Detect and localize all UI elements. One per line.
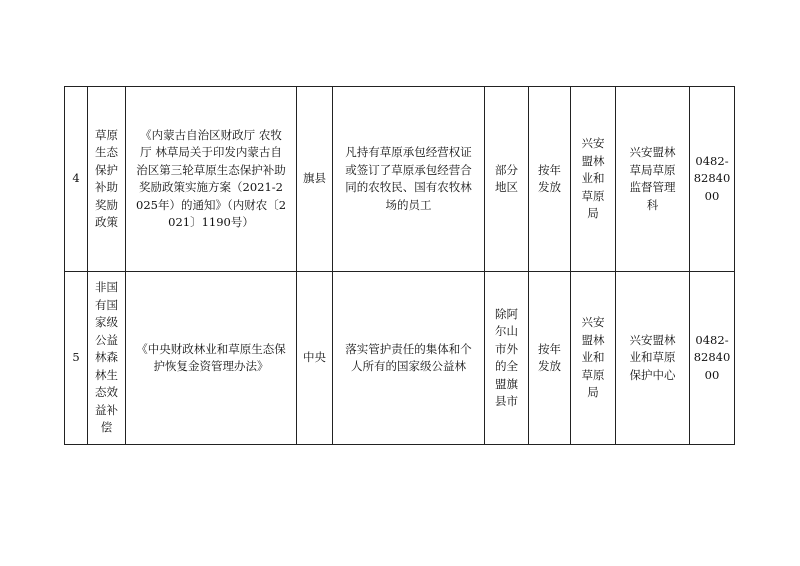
policy-name-cell: 草原生态保护补助奖励政策 <box>88 87 126 272</box>
department-cell: 兴安盟林业和草原局 <box>571 87 616 272</box>
row-number: 5 <box>65 272 88 445</box>
policy-table <box>64 86 735 445</box>
coverage-area-cell: 部分地区 <box>485 87 529 272</box>
target-group-cell: 凡持有草原承包经营权证或签订了草原承包经营合同的农牧民、国有农牧林场的员工 <box>333 87 485 272</box>
table-row <box>65 87 735 272</box>
coverage-area-cell: 除阿尔山市外的全盟旗县市 <box>485 272 529 445</box>
policy-basis-cell: 《中央财政林业和草原生态保护恢复金资管理办法》 <box>126 272 297 445</box>
contact-office-cell: 兴安盟林草局草原监督管理科 <box>616 87 690 272</box>
department-cell: 兴安盟林业和草原局 <box>571 272 616 445</box>
target-group-cell: 落实管护责任的集体和个人所有的国家级公益林 <box>333 272 485 445</box>
funding-level-cell: 旗县 <box>297 87 333 272</box>
policy-basis-cell: 《内蒙古自治区财政厅 农牧厅 林草局关于印发内蒙古自治区第三轮草原生态保护补助奖励政策实施方案（2021-2025年）的通知》（内财农〔2021〕1190号） <box>126 87 297 272</box>
payment-method-cell: 按年发放 <box>529 87 571 272</box>
contact-office-cell: 兴安盟林业和草原保护中心 <box>616 272 690 445</box>
payment-method-cell: 按年发放 <box>529 272 571 445</box>
phone-cell: 0482-8284000 <box>690 272 735 445</box>
phone-cell: 0482-8284000 <box>690 87 735 272</box>
funding-level-cell: 中央 <box>297 272 333 445</box>
row-number: 4 <box>65 87 88 272</box>
table-row <box>65 272 735 445</box>
policy-name-cell: 非国有国家级公益林森林生态效益补偿 <box>88 272 126 445</box>
